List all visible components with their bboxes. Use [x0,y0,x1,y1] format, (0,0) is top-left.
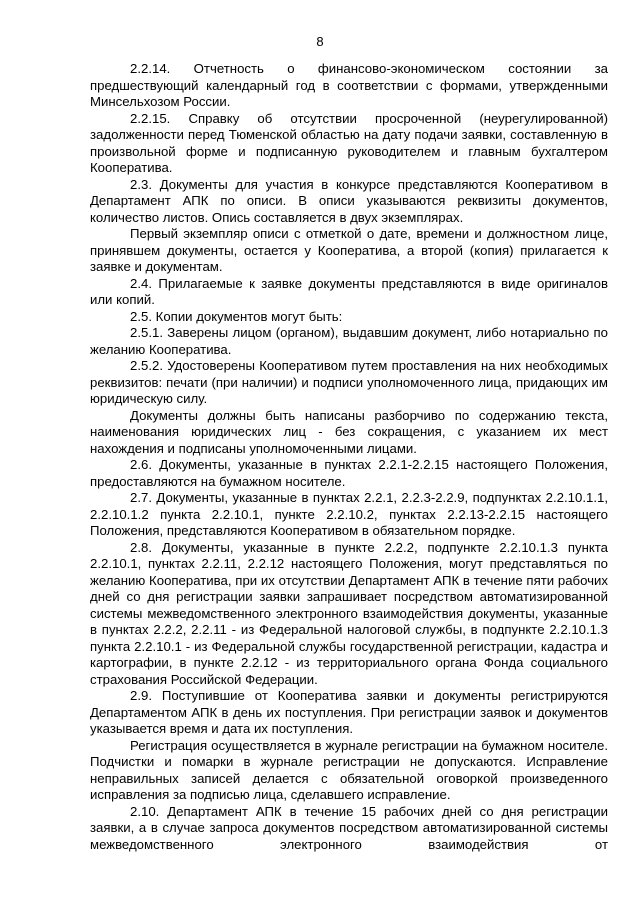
paragraph-2-5: 2.5. Копии документов могут быть: [130,308,343,324]
page-number: 8 [316,34,324,49]
paragraph-2-6: 2.6. Документы, указанные в пунктах 2.2.1-2.2.15 настоящего Положения, предоставляются на бумажном носителе. [90,457,608,489]
paragraph-2-3: 2.3. Документы для участия в конкурсе представляются Кооперативом в Департамент АПК по описи. В описи указываются реквизиты документов, количество листов. Опись составляется в двух экземплярах. [90,176,608,225]
paragraph-2-2-14: 2.2.14. Отчетность о финансово-экономическом состоянии за предшествующий календарный год в соответствии с формами, утвержденными Минсельхозом России. [90,61,608,109]
paragraph-registration: Регистрация осуществляется в журнале регистрации на бумажном носителе. Подчистки и помарки в журнале регистрации не допускаются. Исправление неправильных записей делается с обязательной оговоркой произведенного исправления за подписью лица, сделавшего исправление. [90,737,608,802]
document-body [90,61,608,853]
paragraph-2-2-15: 2.2.15. Справку об отсутствии просроченной (неурегулированной) задолженности перед Тюменской областью на дату подачи заявки, составленную в произвольной форме и подписанную руководителем и главным бухгалтером Кооператива. [90,110,608,175]
paragraph-2-9: 2.9. Поступившие от Кооператива заявки и документы регистрируются Департаментом АПК в день их поступления. При регистрации заявок и документов указывается время и дата их поступления. [90,688,608,736]
paragraph-2-5-1: 2.5.1. Заверены лицом (органом), выдавшим документ, либо нотариально по желанию Кооператива. [90,325,608,357]
paragraph-2-10: 2.10. Департамент АПК в течение 15 рабочих дней со дня регистрации заявки, а в случае запроса документов посредством автоматизированной системы межведомственного электронного взаимодействия от [90,803,608,852]
paragraph-documents-legibility: Документы должны быть написаны разборчиво по содержанию текста, наименования юридических лиц - без сокращения, с указанием их мест нахождения и подписаны уполномоченными лицами. [90,407,608,456]
paragraph-2-4: 2.4. Прилагаемые к заявке документы представляются в виде оригиналов или копий. [90,275,608,307]
paragraph-2-7: 2.7. Документы, указанные в пунктах 2.2.1, 2.2.3-2.2.9, подпунктах 2.2.10.1.1, 2.2.10.1.2 пункта 2.2.10.1, пункте 2.2.10.2, пунктах 2.2.13-2.2.15 настоящего Положения, представляются Кооперативом в обязательном порядке. [90,490,608,538]
paragraph-2-8: 2.8. Документы, указанные в пункте 2.2.2, подпункте 2.2.10.1.3 пункта 2.2.10.1, пунктах 2.2.11, 2.2.12 настоящего Положения, могут представляться по желанию Кооператива, при их отсутствии Департамент АПК в течение пяти рабочих дней со дня регистрации заявки запрашивает посредством автоматизированной системы межведомственного электронного взаимодействия документы, указанные в пунктах 2.2.2, 2.2.11 - из Федеральной налоговой службы, в подпункте 2.2.10.1.3 пункта 2.2.10.1 - из Федеральной службы государственной регистрации, кадастра и картографии, в пункте 2.2.12 - из территориального органа Фонда социального страхования Российской Федерации. [90,539,608,687]
paragraph-2-5-2: 2.5.2. Удостоверены Кооперативом путем проставления на них необходимых реквизитов: печати (при наличии) и подписи уполномоченного лица, придающих им юридическую силу. [90,358,608,406]
paragraph-first-copy: Первый экземпляр описи с отметкой о дате, времени и должностном лице, принявшем документы, остается у Кооператива, а второй (копия) прилагается к заявке и документам. [90,226,608,274]
